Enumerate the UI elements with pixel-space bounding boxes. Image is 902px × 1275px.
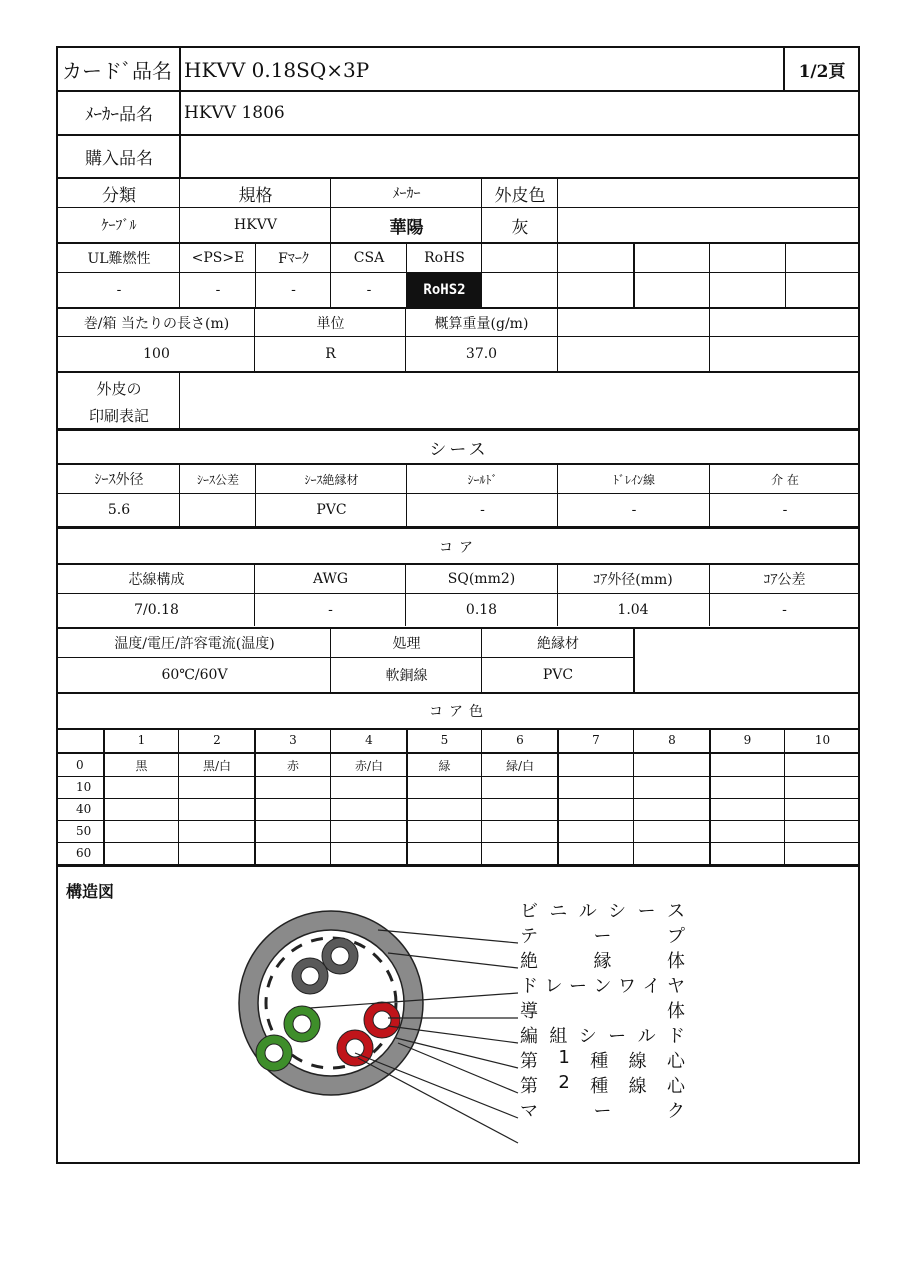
grid-line	[481, 730, 482, 864]
color-cell: 緑	[438, 758, 451, 773]
insulation-value: PVC	[542, 667, 574, 683]
color-row-header: 10	[76, 780, 92, 794]
sheath-od-label: ｼｰｽ外径	[94, 472, 144, 488]
gray-core-1	[322, 938, 358, 974]
core-od-label: ｺｱ外径(mm)	[593, 572, 673, 588]
maker-name-value: HKVV 1806	[184, 102, 285, 123]
grid-line	[178, 730, 179, 864]
color-col-header: 8	[668, 733, 676, 747]
strand-label: 芯線構成	[128, 572, 185, 588]
insulation-label: 絶縁材	[537, 636, 579, 652]
grid-line	[254, 730, 256, 864]
sheath-insul-value: PVC	[316, 502, 347, 518]
color-cell: 赤	[286, 758, 299, 773]
color-col-header: 10	[814, 733, 831, 747]
color-cell: 赤/白	[354, 758, 384, 773]
green-core-2	[256, 1035, 292, 1071]
grid-line	[103, 730, 105, 864]
color-row-header: 0	[76, 758, 84, 772]
core-od-value: 1.04	[617, 602, 649, 618]
structure-label: 絶 縁 体	[520, 951, 685, 972]
rating-value: 60℃/60V	[161, 667, 228, 683]
color-col-header: 6	[516, 733, 524, 747]
unit-label: 単位	[316, 316, 345, 332]
weight-value: 37.0	[465, 346, 498, 362]
structure-label: マ ー ク	[520, 1101, 685, 1122]
filler-value: -	[782, 502, 788, 518]
sheath-tol-value	[180, 494, 256, 526]
structure-title: 構造図	[66, 881, 115, 901]
structure-label: 第 2 種 線 心	[520, 1072, 685, 1097]
f-mark-label: Fﾏｰｸ	[278, 251, 309, 267]
drain-label: ﾄﾞﾚｲﾝ線	[612, 472, 655, 487]
structure-label: 導 体	[520, 1001, 685, 1022]
card-name-value: HKVV 0.18SQ×3P	[184, 57, 370, 82]
drain-value: -	[631, 502, 637, 518]
awg-value: -	[328, 602, 333, 618]
weight-label: 概算重量(g/m)	[434, 316, 529, 332]
sheath-od-value: 5.6	[107, 502, 131, 518]
color-col-header: 2	[213, 733, 221, 747]
rating-label: 温度/電圧/許容電流(温度)	[114, 636, 275, 652]
standard-label: 規格	[238, 185, 273, 206]
page-number: 1/2頁	[798, 62, 846, 82]
color-col-header: 9	[743, 733, 752, 747]
print-mark-label-1: 外皮の	[96, 379, 142, 398]
core-title: コア	[439, 540, 479, 556]
ul-flame-label: UL難燃性	[87, 251, 151, 267]
structure-label: 第 1 種 線 心	[520, 1047, 685, 1072]
length-per-reel-value: 100	[143, 346, 170, 362]
sheath-insul-label: ｼｰｽ絶縁材	[304, 472, 359, 487]
color-col-header: 7	[592, 733, 600, 747]
maker-label: ﾒｰｶｰ	[392, 186, 421, 202]
print-mark-label-2: 印刷表記	[88, 406, 149, 425]
f-mark-value: -	[291, 282, 296, 298]
color-cell	[634, 754, 710, 776]
sheath-title: シース	[429, 439, 489, 460]
structure-label: 編 組 シ ー ル ド	[520, 1026, 685, 1047]
length-per-reel-label: 巻/箱 当たりの長さ(m)	[83, 316, 230, 332]
color-col-header: 1	[137, 733, 146, 747]
color-cell: 黒	[135, 758, 148, 773]
standard-value: HKVV	[234, 217, 277, 233]
cable-cross-section	[58, 868, 862, 1168]
jacket-color-label: 外皮色	[494, 185, 546, 206]
color-row-header: 60	[76, 846, 92, 860]
structure-label: ビ ニ ル シ ー ス	[520, 901, 685, 922]
print-mark-value	[180, 373, 860, 428]
color-col-header: 4	[365, 733, 373, 747]
pse-label: <PS>E	[191, 250, 245, 266]
structure-label: ド レ ー ン ワ イ ヤ	[520, 976, 685, 997]
pse-value: -	[215, 282, 221, 298]
grid-line	[633, 730, 634, 864]
sheath-tol-label: ｼｰｽ公差	[196, 472, 239, 487]
green-core-1	[284, 1006, 320, 1042]
structure-label: テ ー プ	[520, 926, 685, 947]
grid-line	[784, 730, 785, 864]
rohs-badge: RoHS2	[407, 273, 482, 307]
unit-value: R	[325, 346, 336, 362]
color-col-header: 5	[440, 733, 449, 747]
core-color-grid	[58, 730, 860, 866]
grid-line	[557, 730, 559, 864]
jacket-color-value: 灰	[511, 217, 529, 238]
red-core-2	[337, 1030, 373, 1066]
purchase-name-value	[180, 135, 860, 177]
color-cell	[710, 754, 785, 776]
treatment-label: 処理	[392, 636, 421, 652]
rohs-label: RoHS	[424, 250, 465, 266]
color-cell	[785, 754, 860, 776]
color-col-header: 3	[289, 733, 297, 747]
core-tol-value: -	[782, 602, 787, 618]
grid-line	[330, 730, 331, 864]
gray-core-2	[292, 958, 328, 994]
shield-label: ｼｰﾙﾄﾞ	[467, 472, 498, 487]
awg-label: AWG	[312, 571, 349, 587]
csa-value: -	[366, 282, 372, 298]
structure-labels	[520, 901, 690, 1150]
grid-line	[406, 730, 408, 864]
spec-card	[56, 46, 860, 1164]
csa-label: CSA	[353, 250, 385, 266]
color-row-header: 40	[76, 802, 92, 816]
purchase-name-label: 購入品名	[85, 148, 153, 169]
class-value: ｹｰﾌﾞﾙ	[101, 218, 137, 234]
class-label: 分類	[102, 185, 136, 206]
card-name-label: カードﾞ品名	[62, 59, 172, 83]
sq-label: SQ(mm2)	[447, 571, 516, 587]
grid-line	[709, 730, 711, 864]
filler-label: 介 在	[771, 472, 799, 487]
core-tol-label: ｺｱ公差	[763, 572, 806, 588]
treatment-value: 軟銅線	[385, 668, 428, 684]
shield-value: -	[480, 502, 485, 518]
sq-value: 0.18	[465, 602, 498, 618]
color-cell	[558, 754, 634, 776]
maker-value: 華陽	[389, 217, 424, 238]
ul-flame-value: -	[116, 282, 122, 298]
color-cell: 緑/白	[505, 758, 535, 773]
color-cell: 黒/白	[202, 758, 232, 773]
color-row-header: 50	[76, 824, 92, 838]
maker-name-label: ﾒｰｶｰ品名	[85, 105, 153, 125]
core-color-title: コア色	[429, 704, 489, 720]
strand-value: 7/0.18	[134, 602, 179, 618]
red-core-1	[364, 1002, 400, 1038]
